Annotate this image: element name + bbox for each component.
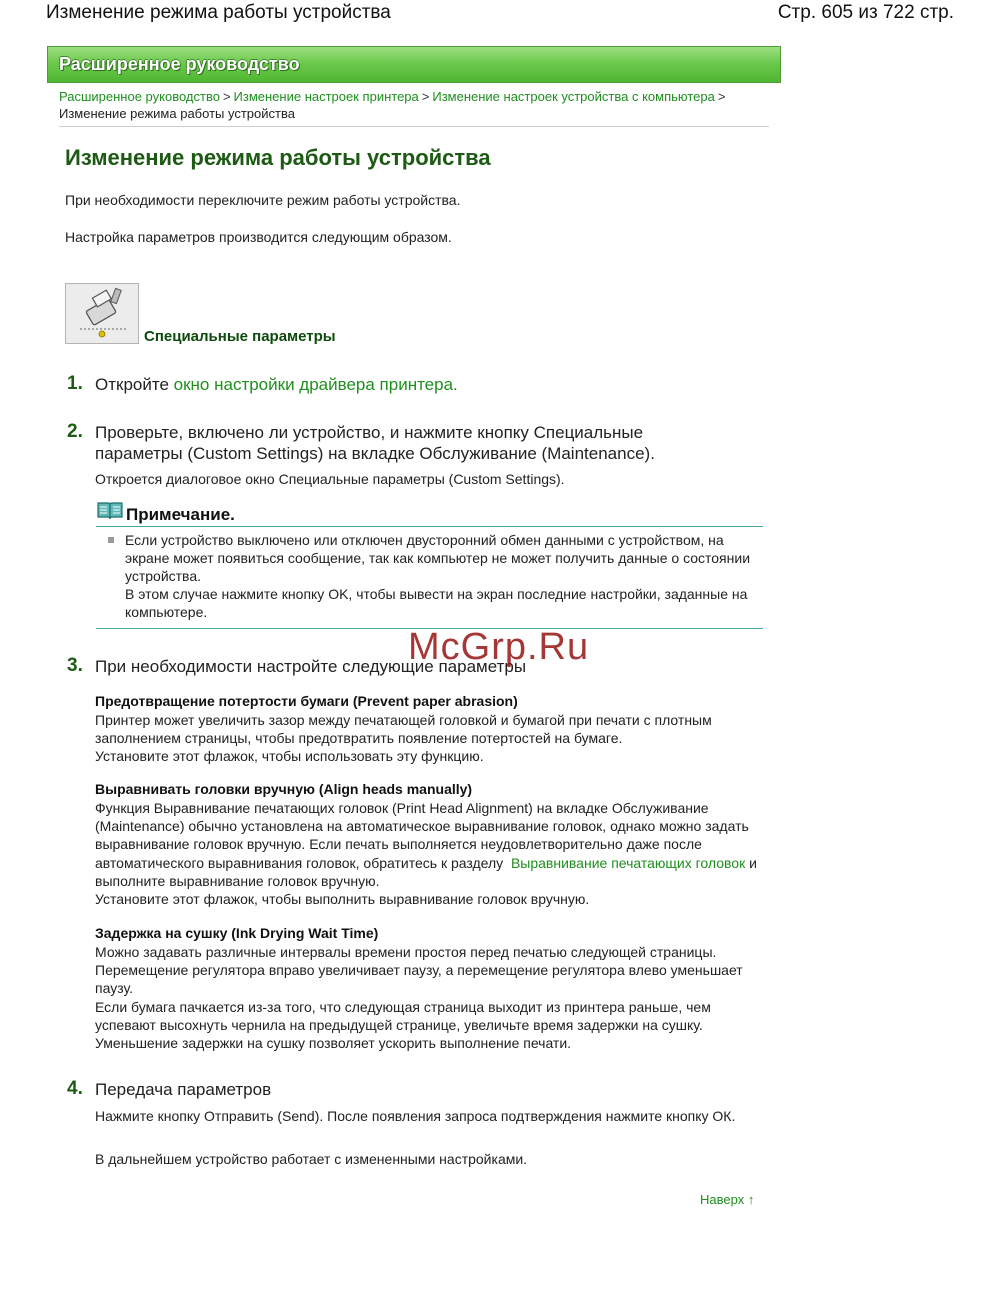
breadcrumb-separator: >: [421, 89, 430, 104]
step-2-subtext: Откроется диалоговое окно Специальные параметры (Custom Settings).: [95, 471, 565, 487]
bullet-icon: [108, 537, 114, 543]
setting-instruction: Если бумага пачкается из-за того, что следующая страница выходит из принтера раньше, чем успевают высохнуть чернила на предыдущей странице, увеличьте время задержки на сушку. Уменьшение задержки на сушку позволяет ускорить выполнение печати.: [95, 998, 711, 1052]
breadcrumb-separator: >: [222, 89, 231, 104]
step-1-label: Откройте: [95, 375, 169, 394]
book-icon: [96, 501, 124, 526]
intro-paragraph: При необходимости переключите режим работы устройства.: [65, 192, 461, 208]
breadcrumb-link-advanced-guide[interactable]: Расширенное руководство: [59, 89, 220, 104]
breadcrumb-link-device-settings[interactable]: Изменение настроек устройства с компьютера: [432, 89, 715, 104]
setting-body: [95, 711, 760, 766]
setting-heading: Выравнивать головки вручную (Align heads manually): [95, 781, 473, 797]
breadcrumb: [59, 88, 771, 122]
step-4-text: Передача параметров: [95, 1080, 272, 1099]
step-number: 1.: [67, 373, 83, 394]
watermark: McGrp.Ru: [408, 626, 590, 668]
page-title: Изменение режима работы устройства: [65, 145, 491, 170]
back-to-top-label: Наверх: [700, 1192, 745, 1207]
breadcrumb-link-printer-settings[interactable]: Изменение настроек принтера: [233, 89, 419, 104]
arrow-up-icon: ↑: [747, 1192, 755, 1207]
page-header: [46, 2, 954, 28]
printer-driver-window-link[interactable]: окно настройки драйвера принтера.: [173, 375, 458, 394]
back-to-top-link[interactable]: [700, 1192, 754, 1207]
note-text: В этом случае нажмите кнопку OK, чтобы вывести на экран последние настройки, заданные на компьютере.: [125, 586, 748, 620]
setting-description: [95, 799, 760, 890]
setting-description: Можно задавать различные интервалы времени простоя перед печатью следующей страницы. Перемещение регулятора вправо увеличивает паузу, а перемещение регулятора влево уменьшает паузу.: [95, 944, 743, 997]
breadcrumb-divider: [59, 126, 769, 127]
step-2-text: Проверьте, включено ли устройство, и нажмите кнопку Специальные параметры (Custom Settings) на вкладке Обслуживание (Maintenance).: [95, 423, 655, 463]
intro-paragraph: Настройка параметров производится следующим образом.: [65, 229, 452, 245]
step-1-text: [95, 374, 735, 395]
note-title: Примечание.: [126, 505, 235, 524]
note-divider: [96, 526, 763, 527]
setting-description: Принтер может увеличить зазор между печатающей головкой и бумагой при печати с плотным заполнением страницы, чтобы предотвратить появление потертостей на бумаге.: [95, 712, 712, 747]
step-4-result: В дальнейшем устройство работает с измененными настройками.: [95, 1151, 528, 1167]
section-banner: [47, 46, 781, 83]
step-number: 3.: [67, 655, 83, 676]
setting-description-text: и выполните выравнивание головок вручную.: [95, 854, 757, 889]
document-title: Изменение режима работы устройства: [46, 2, 391, 23]
setting-heading: Задержка на сушку (Ink Drying Wait Time): [95, 925, 379, 941]
note-body: [125, 531, 755, 621]
special-settings-label: Специальные параметры: [144, 328, 336, 345]
setting-instruction: Установите этот флажок, чтобы использовать эту функцию.: [95, 748, 484, 765]
breadcrumb-current: Изменение режима работы устройства: [59, 106, 295, 121]
note-text: Если устройство выключено или отключен двусторонний обмен данными с устройством, на экране может появиться сообщение, так как компьютер не может получить данные о состоянии устройства.: [125, 532, 751, 584]
setting-body: [95, 943, 760, 1052]
step-number: 4.: [67, 1078, 83, 1099]
setting-heading: Предотвращение потертости бумаги (Prevent paper abrasion): [95, 693, 518, 709]
breadcrumb-separator: >: [717, 89, 726, 104]
setting-description-text: Функция Выравнивание печатающих головок (Print Head Alignment) на вкладке Обслуживание (Maintenance) обычно установлена на автоматическое выравнивание головок, однако можно задать выравнивание головок вручную. Если печать выполняется неудовлетворительно даже после автоматического выравнивания головок, обратитесь к разделу: [95, 800, 749, 871]
print-head-alignment-link[interactable]: Выравнивание печатающих головок: [510, 854, 746, 871]
printer-settings-icon: [65, 283, 139, 344]
banner-title: Расширенное руководство: [59, 54, 300, 74]
page-counter: Стр. 605 из 722 стр.: [777, 2, 954, 23]
step-3-text: При необходимости настройте следующие параметры: [95, 657, 527, 676]
step-number: 2.: [67, 421, 83, 442]
step-4-subtext: Нажмите кнопку Отправить (Send). После появления запроса подтверждения нажмите кнопку ОК.: [95, 1108, 736, 1124]
setting-instruction: Установите этот флажок, чтобы выполнить выравнивание головок вручную.: [95, 891, 590, 908]
setting-body: [95, 799, 760, 908]
